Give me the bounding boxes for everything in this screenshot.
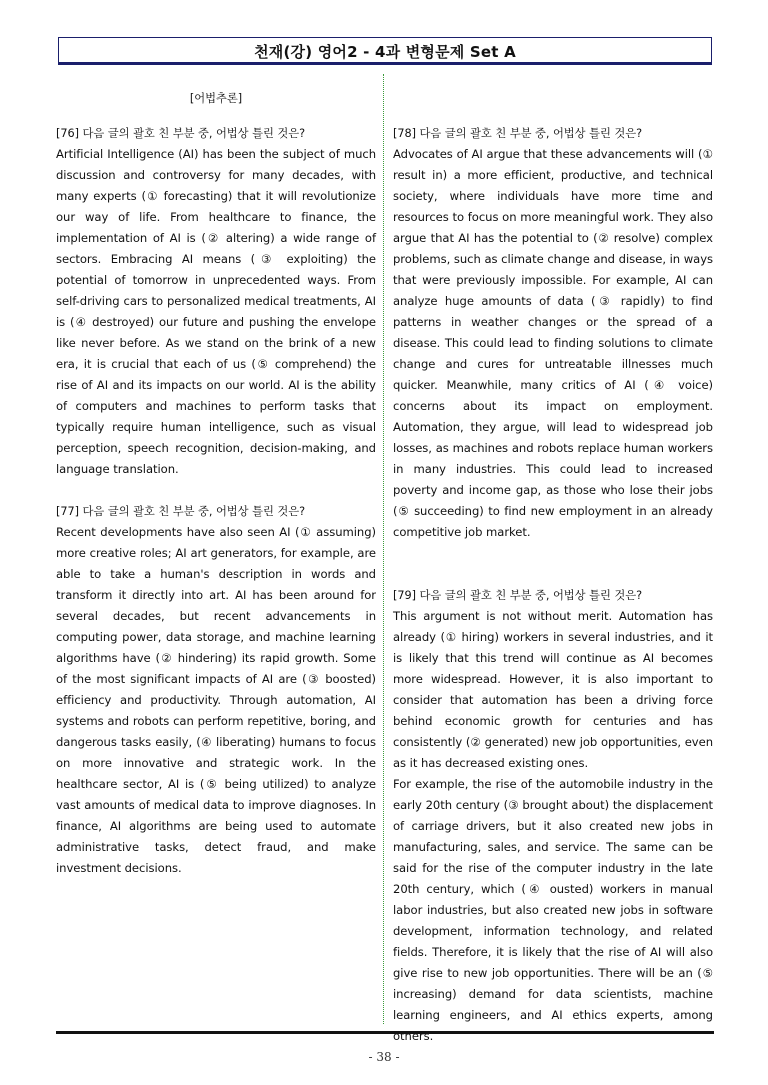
question-79-body-2: For example, the rise of the automobile industry in the early 20th century (③ brought about) the displacement of carriage drivers, but it also created new jobs in manufacturing, sales, and service. The same can be said for the rise of the computer industry in the late 20th century, which (④ ousted) workers in manual labor industries, but also created new jobs in software development, information technology, and related fields. Therefore, it is likely that the rise of AI will also give rise to new job opportunities. There will be an (⑤ increasing) demand for data scientists, machine learning engineers, and AI ethics experts, among others. (393, 777, 713, 1043)
spacer (393, 543, 713, 564)
page-title: 천재(강) 영어2 - 4과 변형문제 Set A (254, 43, 516, 61)
question-79-head: [79] 다음 글의 괄호 친 부분 중, 어법상 틀린 것은? (393, 589, 643, 602)
column-divider (383, 74, 384, 1024)
right-column (393, 88, 713, 1047)
spacer (56, 480, 376, 501)
question-76-head: [76] 다음 글의 괄호 친 부분 중, 어법상 틀린 것은? (56, 127, 306, 140)
left-column (56, 88, 376, 879)
page-number: - 38 - (368, 1050, 400, 1064)
header-title-box (58, 37, 712, 65)
section-label: [어법추론] (189, 92, 243, 105)
question-78-body: Advocates of AI argue that these advancements will (① result in) a more efficient, productive, and technical society, where individuals have more time and resources to focus on more meaningful work. They also argue that AI has the potential to (② resolve) complex problems, such as climate change and disease, in ways that were previously impossible. For example, AI can analyze huge amounts of data (③ rapidly) to find patterns in weather changes or the spread of a disease. This could lead to finding solutions to climate change and cures for untreatable illnesses much quicker. Meanwhile, many critics of AI (④ voice) concerns about its impact on employment. Automation, they argue, will lead to widespread job losses, as machines and robots replace human workers in many industries. This could lead to increased poverty and income gap, as those who lose their jobs (⑤ succeeding) to find new employment in an already competitive job market. (393, 147, 713, 539)
question-77-body: Recent developments have also seen AI (① assuming) more creative roles; AI art generators, for example, are able to take a human's description in words and transform it directly into art. AI has been around for several decades, but recent advancements in computing power, data storage, and machine learning algorithms have (② hindering) its rapid growth. Some of the most significant impacts of AI are (③ boosted) efficiency and productivity. Through automation, AI systems and robots can perform repetitive, boring, and dangerous tasks easily, (④ liberating) humans to focus on more innovative and strategic work. In the healthcare sector, AI is (⑤ being utilized) to analyze vast amounts of medical data to improve diagnoses. In finance, AI algorithms are being used to automate administrative tasks, detect fraud, and make investment decisions. (56, 525, 376, 875)
question-76-body: Artificial Intelligence (AI) has been the subject of much discussion and controversy for many decades, with many experts (① forecasting) that it will revolutionize our way of life. From healthcare to finance, the implementation of AI is (② altering) a wide range of sectors. Embracing AI means (③ exploiting) the potential of tomorrow in unprecedented ways. From self-driving cars to personalized medical treatments, AI is (④ destroyed) our future and pushing the envelope like never before. As we stand on the brink of a new era, it is crucial that each of us (⑤ comprehend) the rise of AI and its impacts on our world. AI is the ability of computers and machines to perform tasks that typically require human intelligence, such as visual perception, speech recognition, decision-making, and language translation. (56, 147, 376, 476)
question-79-body: This argument is not without merit. Automation has already (① hiring) workers in several industries, and it is likely that this trend will continue as AI becomes more widespread. However, it is also important to consider that automation has been a driving force behind economic growth for centuries and has consistently (② generated) new job opportunities, even as it has decreased existing ones. (393, 609, 713, 770)
spacer (393, 564, 713, 585)
section-label-spacer (393, 88, 713, 109)
question-78-head: [78] 다음 글의 괄호 친 부분 중, 어법상 틀린 것은? (393, 127, 643, 140)
footer-rule (56, 1031, 714, 1034)
question-77-head: [77] 다음 글의 괄호 친 부분 중, 어법상 틀린 것은? (56, 505, 306, 518)
